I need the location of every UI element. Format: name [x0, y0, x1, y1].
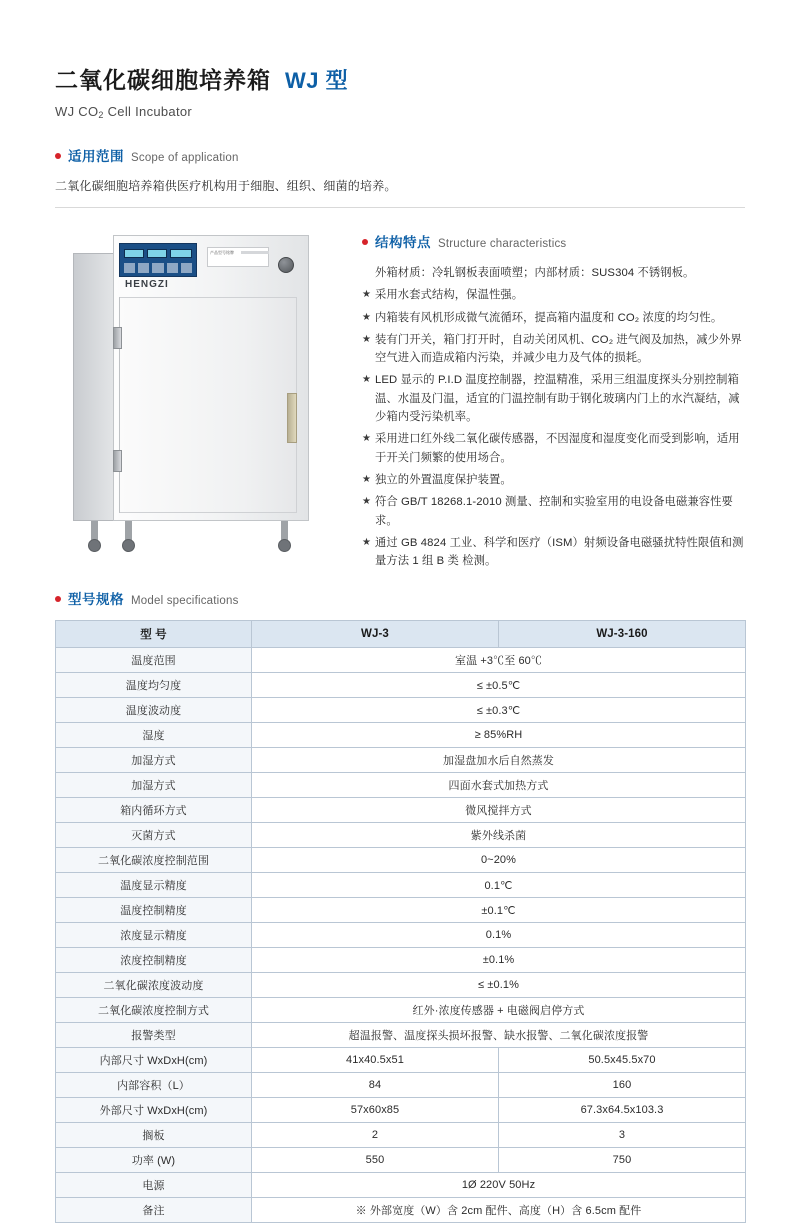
title-english-pre: WJ CO — [55, 104, 99, 119]
table-row — [56, 823, 746, 848]
structure-heading-en: Structure characteristics — [438, 238, 567, 250]
specifications-table — [55, 620, 746, 1223]
row-value-wj3: 57x60x85 — [252, 1098, 499, 1123]
row-value-shared: ≤ ±0.3℃ — [252, 698, 746, 723]
structure-heading-cn: 结构特点 — [375, 235, 431, 250]
row-value-shared: ±0.1℃ — [252, 898, 746, 923]
row-label: 温度范围 — [56, 648, 252, 673]
scope-text: 二氧化碳细胞培养箱供医疗机构用于细胞、组织、细菌的培养。 — [55, 179, 397, 193]
bullet-dot-icon — [55, 153, 61, 159]
table-row — [56, 898, 746, 923]
row-label: 二氧化碳浓度波动度 — [56, 973, 252, 998]
row-label: 二氧化碳浓度控制方式 — [56, 998, 252, 1023]
star-bullet-icon: ★ — [362, 536, 372, 548]
row-label: 外部尺寸 WxDxH(cm) — [56, 1098, 252, 1123]
table-header-row — [56, 621, 746, 648]
title-english-post: Cell Incubator — [103, 104, 193, 119]
structure-item-text: 通过 GB 4824 工业、科学和医疗（ISM）射频设备电磁骚扰特性限值和测量方法 1 组 B 类 检测。 — [375, 536, 744, 568]
caster-wheel — [278, 539, 291, 552]
structure-item — [362, 534, 746, 571]
row-label: 备注 — [56, 1198, 252, 1223]
table-row — [56, 1148, 746, 1173]
specifications-heading-en: Model specifications — [131, 595, 239, 607]
structure-list — [362, 264, 746, 570]
row-value-shared: 超温报警、温度探头损坏报警、缺水报警、二氧化碳浓度报警 — [252, 1023, 746, 1048]
row-value-shared: 红外·浓度传感器 + 电磁阀启停方式 — [252, 998, 746, 1023]
caster-wheel — [122, 539, 135, 552]
column-header-wj3: WJ-3 — [252, 621, 499, 648]
row-label: 温度均匀度 — [56, 673, 252, 698]
table-body — [56, 648, 746, 1223]
table-row — [56, 1173, 746, 1198]
display-humidity — [170, 249, 192, 258]
table-row — [56, 773, 746, 798]
row-label: 二氧化碳浓度控制范围 — [56, 848, 252, 873]
vent-slot — [241, 251, 269, 254]
column-header-model: 型 号 — [56, 621, 252, 648]
table-row — [56, 998, 746, 1023]
row-label: 灭菌方式 — [56, 823, 252, 848]
door-hinge-bottom — [113, 450, 122, 472]
table-row — [56, 873, 746, 898]
table-row — [56, 1048, 746, 1073]
table-row — [56, 1098, 746, 1123]
structure-item-text: LED 显示的 P.I.D 温度控制器，控温精准，采用三组温度探头分别控制箱温、水温及门温，适宜的门温控制有助于钢化玻璃内门上的水汽凝结，减少箱内受污染机率。 — [375, 374, 740, 424]
title-english-sub: 2 — [98, 110, 104, 120]
column-header-wj3160: WJ-3-160 — [499, 621, 746, 648]
row-label: 温度波动度 — [56, 698, 252, 723]
star-bullet-icon: ★ — [362, 289, 372, 301]
table-row — [56, 1198, 746, 1223]
row-value-shared: 微风搅拌方式 — [252, 798, 746, 823]
brand-logo: HENGZI — [125, 279, 169, 290]
bullet-dot-icon — [55, 596, 61, 602]
star-bullet-icon: ★ — [362, 433, 372, 445]
row-label: 加湿方式 — [56, 748, 252, 773]
row-value-shared: ≥ 85%RH — [252, 723, 746, 748]
star-bullet-icon: ★ — [362, 311, 372, 323]
row-value-shared: ≤ ±0.1% — [252, 973, 746, 998]
structure-item-text: 采用水套式结构，保温性强。 — [375, 289, 524, 302]
row-label: 浓度控制精度 — [56, 948, 252, 973]
table-row — [56, 723, 746, 748]
divider — [55, 207, 745, 208]
structure-item — [362, 286, 746, 304]
structure-item — [362, 493, 746, 530]
door-hinge-top — [113, 327, 122, 349]
star-bullet-icon: ★ — [362, 496, 372, 508]
row-label: 湿度 — [56, 723, 252, 748]
structure-item — [362, 331, 746, 368]
scope-section — [55, 145, 745, 196]
title-chinese: 二氧化碳细胞培养箱 — [55, 67, 271, 93]
product-image — [55, 225, 355, 575]
table-row — [56, 673, 746, 698]
star-bullet-icon: ★ — [362, 333, 372, 345]
title-model: WJ 型 — [285, 68, 349, 93]
row-value-wj3160: 3 — [499, 1123, 746, 1148]
cabinet-door — [119, 297, 297, 513]
panel-buttons — [124, 263, 192, 273]
row-value-wj3160: 67.3x64.5x103.3 — [499, 1098, 746, 1123]
row-value-shared: ≤ ±0.5℃ — [252, 673, 746, 698]
table-row — [56, 848, 746, 873]
incubator-illustration — [73, 235, 323, 535]
table-row — [56, 698, 746, 723]
row-label: 搁板 — [56, 1123, 252, 1148]
cabinet-side — [73, 253, 115, 521]
display-co2 — [147, 249, 167, 258]
structure-item-text: 独立的外置温度保护装置。 — [375, 473, 512, 486]
structure-item-text: 采用进口红外线二氧化碳传感器，不因湿度和湿度变化而受到影响，适用于开关门频繁的使用场合。 — [375, 433, 740, 464]
control-knob — [278, 257, 294, 273]
row-value-wj3160: 160 — [499, 1073, 746, 1098]
row-value-shared: 室温 +3℃至 60℃ — [252, 648, 746, 673]
structure-item-text: 外箱材质：冷轧钢板表面喷塑；内部材质：SUS304 不锈钢板。 — [375, 267, 695, 279]
table-row — [56, 1073, 746, 1098]
table-row — [56, 798, 746, 823]
page-title — [55, 62, 745, 119]
row-label: 箱内循环方式 — [56, 798, 252, 823]
structure-item — [362, 471, 746, 489]
row-label: 浓度显示精度 — [56, 923, 252, 948]
door-handle — [287, 393, 297, 443]
structure-item-text: 符合 GB/T 18268.1-2010 测量、控制和实验室用的电设备电磁兼容性要求。 — [375, 496, 733, 527]
structure-item-text: 内箱装有风机形成微气流循环，提高箱内温度和 CO₂ 浓度的均匀性。 — [375, 311, 723, 324]
scope-heading-en: Scope of application — [131, 152, 239, 164]
row-value-shared: ※ 外部宽度（W）含 2cm 配件、高度（H）含 6.5cm 配件 — [252, 1198, 746, 1223]
table-row — [56, 1023, 746, 1048]
table-row — [56, 948, 746, 973]
row-value-wj3: 41x40.5x51 — [252, 1048, 499, 1073]
row-value-shared: 0.1℃ — [252, 873, 746, 898]
row-value-shared: 紫外线杀菌 — [252, 823, 746, 848]
row-value-wj3160: 750 — [499, 1148, 746, 1173]
row-value-shared: ±0.1% — [252, 948, 746, 973]
row-value-shared: 0.1% — [252, 923, 746, 948]
row-value-wj3160: 50.5x45.5x70 — [499, 1048, 746, 1073]
row-label: 功率 (W) — [56, 1148, 252, 1173]
scope-heading — [55, 145, 745, 165]
table-row — [56, 923, 746, 948]
control-panel — [119, 243, 197, 277]
row-value-wj3: 84 — [252, 1073, 499, 1098]
row-label: 报警类型 — [56, 1023, 252, 1048]
row-value-shared: 四面水套式加热方式 — [252, 773, 746, 798]
table-row — [56, 648, 746, 673]
structure-item-text: 装有门开关，箱门打开时，自动关闭风机、CO₂ 进气阀及加热，减少外界空气进入而造成箱内污染，并减少电力及气体的损耗。 — [375, 333, 742, 365]
star-bullet-icon: ★ — [362, 473, 372, 485]
table-row — [56, 1123, 746, 1148]
structure-item — [362, 264, 746, 282]
row-label: 温度控制精度 — [56, 898, 252, 923]
row-label: 电源 — [56, 1173, 252, 1198]
structure-item — [362, 309, 746, 327]
display-temp — [124, 249, 144, 258]
row-value-shared: 加湿盘加水后自然蒸发 — [252, 748, 746, 773]
row-label: 加湿方式 — [56, 773, 252, 798]
specifications-section — [55, 588, 745, 1223]
bullet-dot-icon — [362, 239, 368, 245]
row-label: 内部尺寸 WxDxH(cm) — [56, 1048, 252, 1073]
scope-heading-cn: 适用范围 — [68, 149, 124, 164]
structure-heading — [362, 231, 746, 251]
title-english — [55, 104, 745, 119]
row-value-wj3: 2 — [252, 1123, 499, 1148]
specifications-heading-cn: 型号规格 — [68, 592, 124, 607]
table-row — [56, 973, 746, 998]
structure-item — [362, 430, 746, 467]
star-bullet-icon: ★ — [362, 374, 372, 386]
structure-item — [362, 371, 746, 426]
table-row — [56, 748, 746, 773]
row-value-wj3: 550 — [252, 1148, 499, 1173]
nameplate: 产品型号铭牌 — [207, 247, 269, 267]
caster-wheel — [88, 539, 101, 552]
row-value-shared: 0~20% — [252, 848, 746, 873]
specifications-heading — [55, 588, 745, 608]
row-label: 温度显示精度 — [56, 873, 252, 898]
structure-section — [362, 231, 746, 574]
row-label: 内部容积（L） — [56, 1073, 252, 1098]
row-value-shared: 1Ø 220V 50Hz — [252, 1173, 746, 1198]
